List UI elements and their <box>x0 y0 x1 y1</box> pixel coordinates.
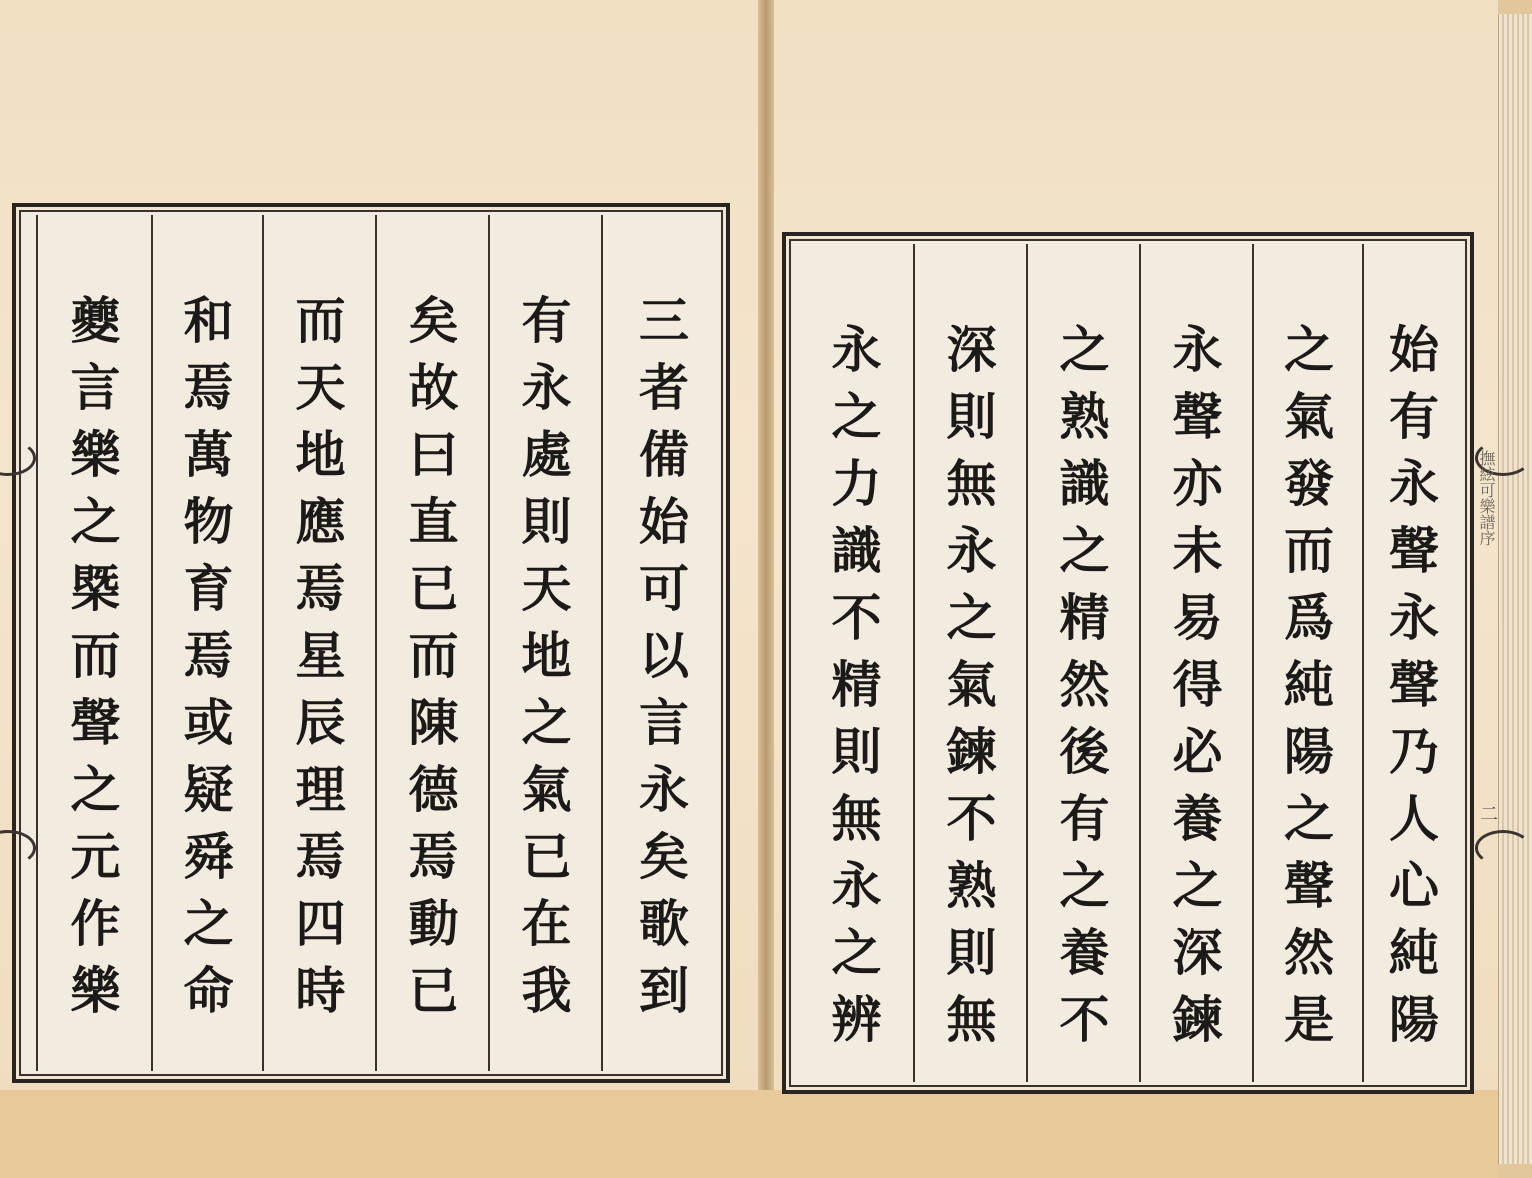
glyph: 無 <box>946 454 997 513</box>
glyph: 鍊 <box>946 722 997 781</box>
glyph: 矣 <box>639 827 689 886</box>
glyph: 有 <box>1059 789 1110 848</box>
glyph: 則 <box>946 923 997 982</box>
glyph: 養 <box>1172 789 1223 848</box>
glyph: 力 <box>831 454 882 513</box>
glyph: 天 <box>295 358 346 417</box>
text-column <box>1139 244 1254 1082</box>
glyph: 者 <box>639 358 689 417</box>
column-text <box>1141 316 1254 1053</box>
glyph: 是 <box>1284 990 1334 1049</box>
page-number: 二 <box>1480 804 1498 825</box>
glyph: 聲 <box>70 693 121 752</box>
glyph: 之 <box>831 387 882 446</box>
glyph: 精 <box>831 655 882 714</box>
glyph: 直 <box>408 492 459 551</box>
glyph: 備 <box>639 425 689 484</box>
glyph: 永 <box>831 856 882 915</box>
column-text <box>915 316 1028 1053</box>
glyph: 育 <box>183 559 234 618</box>
glyph: 不 <box>946 789 997 848</box>
glyph: 舜 <box>183 827 234 886</box>
text-column <box>913 244 1028 1082</box>
glyph: 焉 <box>183 358 234 417</box>
glyph: 地 <box>295 425 346 484</box>
text-column <box>262 215 377 1071</box>
glyph: 之 <box>1172 856 1223 915</box>
glyph: 識 <box>831 521 882 580</box>
glyph: 人 <box>1389 789 1439 848</box>
right-text-frame <box>782 232 1474 1094</box>
glyph: 物 <box>183 492 234 551</box>
glyph: 而 <box>1284 521 1334 580</box>
glyph: 然 <box>1059 655 1110 714</box>
glyph: 辰 <box>295 693 346 752</box>
glyph: 而 <box>295 291 346 350</box>
glyph: 則 <box>946 387 997 446</box>
glyph: 辨 <box>831 990 882 1049</box>
glyph: 我 <box>521 961 572 1020</box>
glyph: 聲 <box>1389 655 1439 714</box>
glyph: 永 <box>639 760 689 819</box>
glyph: 之 <box>1059 856 1110 915</box>
glyph: 四 <box>295 894 346 953</box>
column-text <box>603 287 725 1024</box>
glyph: 得 <box>1172 655 1223 714</box>
glyph: 槩 <box>70 559 121 618</box>
glyph: 而 <box>408 626 459 685</box>
glyph: 地 <box>521 626 572 685</box>
glyph: 之 <box>70 760 121 819</box>
glyph: 命 <box>183 961 234 1020</box>
glyph: 不 <box>1059 990 1110 1049</box>
glyph: 之 <box>1284 789 1334 848</box>
column-text <box>1254 316 1364 1053</box>
glyph: 萬 <box>183 425 234 484</box>
glyph: 必 <box>1172 722 1223 781</box>
glyph: 識 <box>1059 454 1110 513</box>
glyph: 曰 <box>408 425 459 484</box>
glyph: 之 <box>521 693 572 752</box>
column-text <box>1028 316 1141 1053</box>
glyph: 三 <box>639 291 689 350</box>
glyph: 易 <box>1172 588 1223 647</box>
glyph: 歌 <box>639 894 689 953</box>
column-text <box>264 287 377 1024</box>
glyph: 深 <box>946 320 997 379</box>
glyph: 然 <box>1284 923 1334 982</box>
glyph: 氣 <box>946 655 997 714</box>
glyph: 以 <box>639 626 689 685</box>
glyph: 永 <box>1172 320 1223 379</box>
column-text <box>153 287 264 1024</box>
glyph: 純 <box>1389 923 1439 982</box>
text-column <box>1026 244 1141 1082</box>
glyph: 未 <box>1172 521 1223 580</box>
glyph: 熟 <box>946 856 997 915</box>
glyph: 時 <box>295 961 346 1020</box>
glyph: 動 <box>408 894 459 953</box>
glyph: 陽 <box>1389 990 1439 1049</box>
glyph: 則 <box>521 492 572 551</box>
page-edges <box>1498 14 1532 1164</box>
glyph: 無 <box>831 789 882 848</box>
glyph: 永 <box>946 521 997 580</box>
bottom-margin <box>0 1090 1498 1178</box>
glyph: 作 <box>70 894 121 953</box>
glyph: 亦 <box>1172 454 1223 513</box>
glyph: 發 <box>1284 454 1334 513</box>
glyph: 德 <box>408 760 459 819</box>
column-text <box>377 287 490 1024</box>
glyph: 深 <box>1172 923 1223 982</box>
text-column <box>800 244 913 1082</box>
fishtail-mark-icon <box>1475 830 1531 866</box>
glyph: 樂 <box>70 961 121 1020</box>
glyph: 之 <box>70 492 121 551</box>
glyph: 聲 <box>1284 856 1334 915</box>
glyph: 之 <box>1284 320 1334 379</box>
text-column <box>601 215 725 1071</box>
glyph: 焉 <box>295 559 346 618</box>
glyph: 矣 <box>408 291 459 350</box>
margin-title: 撫絃可樂譜序 <box>1477 450 1496 546</box>
book-gutter <box>758 0 774 1178</box>
glyph: 元 <box>70 827 121 886</box>
glyph: 可 <box>639 559 689 618</box>
glyph: 之 <box>1059 320 1110 379</box>
glyph: 永 <box>1389 588 1439 647</box>
glyph: 和 <box>183 291 234 350</box>
glyph: 夔 <box>70 291 121 350</box>
glyph: 氣 <box>1284 387 1334 446</box>
glyph: 不 <box>831 588 882 647</box>
glyph: 之 <box>831 923 882 982</box>
glyph: 鍊 <box>1172 990 1223 1049</box>
glyph: 天 <box>521 559 572 618</box>
text-column <box>1362 244 1464 1082</box>
glyph: 永 <box>1389 454 1439 513</box>
glyph: 應 <box>295 492 346 551</box>
glyph: 養 <box>1059 923 1110 982</box>
glyph: 之 <box>1059 521 1110 580</box>
glyph: 理 <box>295 760 346 819</box>
glyph: 陳 <box>408 693 459 752</box>
glyph: 永 <box>831 320 882 379</box>
glyph: 陽 <box>1284 722 1334 781</box>
column-text <box>1364 316 1464 1053</box>
text-column <box>488 215 603 1071</box>
glyph: 永 <box>521 358 572 417</box>
column-text <box>38 287 153 1024</box>
glyph: 氣 <box>521 760 572 819</box>
glyph: 之 <box>946 588 997 647</box>
text-column <box>1252 244 1364 1082</box>
glyph: 言 <box>70 358 121 417</box>
glyph: 處 <box>521 425 572 484</box>
glyph: 或 <box>183 693 234 752</box>
glyph: 熟 <box>1059 387 1110 446</box>
glyph: 到 <box>639 961 689 1020</box>
glyph: 始 <box>1389 320 1439 379</box>
glyph: 心 <box>1389 856 1439 915</box>
glyph: 純 <box>1284 655 1334 714</box>
glyph: 焉 <box>183 626 234 685</box>
text-column <box>151 215 264 1071</box>
glyph: 已 <box>408 961 459 1020</box>
glyph: 樂 <box>70 425 121 484</box>
text-column <box>36 215 153 1071</box>
glyph: 則 <box>831 722 882 781</box>
glyph: 已 <box>521 827 572 886</box>
glyph: 焉 <box>295 827 346 886</box>
glyph: 疑 <box>183 760 234 819</box>
glyph: 始 <box>639 492 689 551</box>
glyph: 後 <box>1059 722 1110 781</box>
glyph: 聲 <box>1172 387 1223 446</box>
glyph: 故 <box>408 358 459 417</box>
glyph: 在 <box>521 894 572 953</box>
glyph: 乃 <box>1389 722 1439 781</box>
glyph: 已 <box>408 559 459 618</box>
glyph: 有 <box>1389 387 1439 446</box>
text-column <box>375 215 490 1071</box>
glyph: 而 <box>70 626 121 685</box>
left-text-frame <box>12 203 730 1083</box>
glyph: 言 <box>639 693 689 752</box>
glyph: 無 <box>946 990 997 1049</box>
column-text <box>800 316 913 1053</box>
glyph: 星 <box>295 626 346 685</box>
column-text <box>490 287 603 1024</box>
glyph: 有 <box>521 291 572 350</box>
glyph: 聲 <box>1389 521 1439 580</box>
glyph: 精 <box>1059 588 1110 647</box>
glyph: 焉 <box>408 827 459 886</box>
glyph: 爲 <box>1284 588 1334 647</box>
glyph: 之 <box>183 894 234 953</box>
